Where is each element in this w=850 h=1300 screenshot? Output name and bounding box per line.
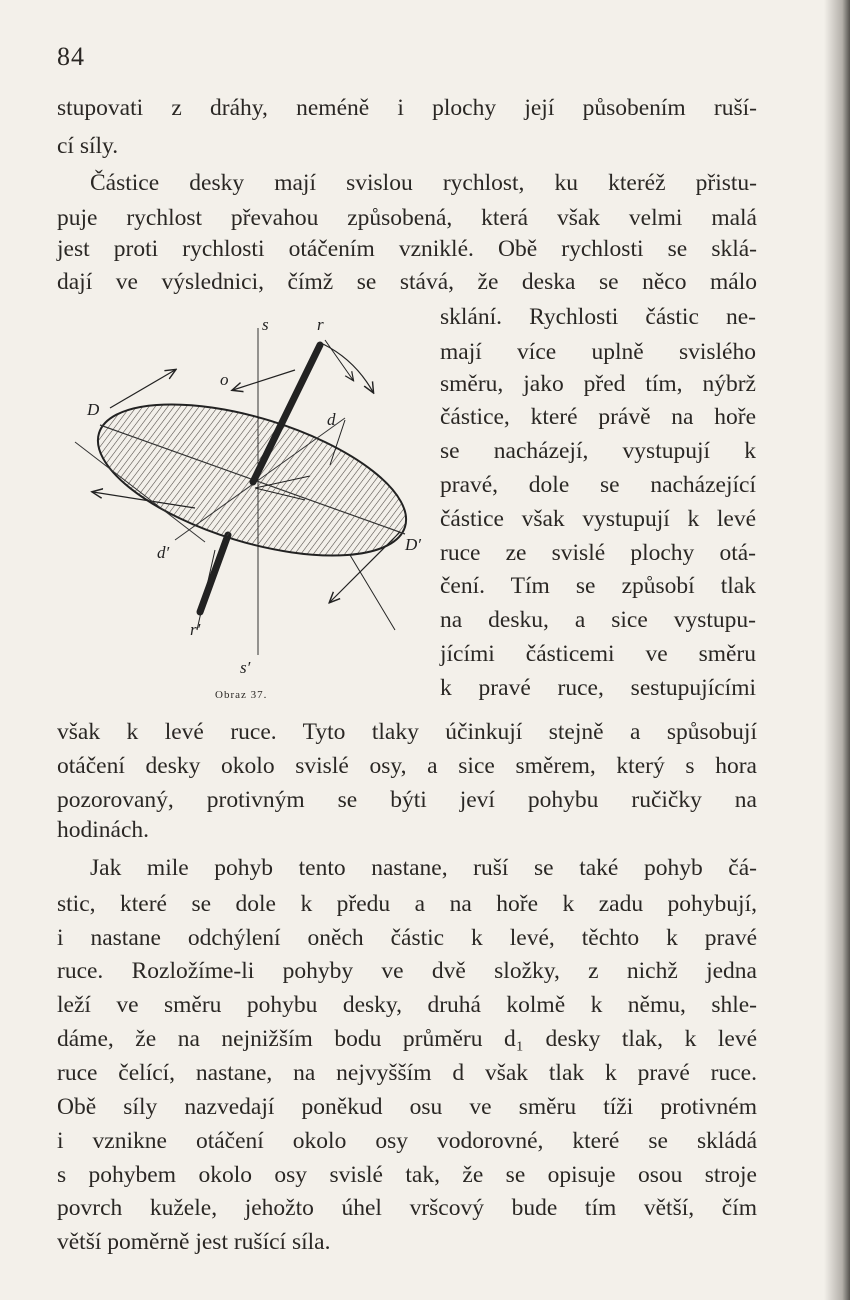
text-line: s pohybem okolo osy svislé tak, že se opisuje osou stroje: [57, 1162, 757, 1188]
figure-spinning-disc: [55, 300, 445, 690]
text-line: puje rychlost převahou způsobená, která však velmi malá: [57, 205, 757, 231]
text-line: i nastane odchýlení oněch částic k levé, těchto k pravé: [57, 925, 757, 951]
d1-leader: [197, 550, 215, 630]
rod-lower: [200, 535, 228, 612]
text-line: Jak mile pohyb tento nastane, ruší se také pohyb čá-: [90, 855, 757, 881]
text-line: ruce čelící, nastane, na nejvyšším d však tlak k pravé ruce.: [57, 1060, 757, 1086]
text-line: Částice desky mají svislou rychlost, ku kteréž přistu-: [90, 170, 757, 196]
text-line: sklání. Rychlosti částic ne-: [440, 304, 756, 330]
text-line: cí síly.: [57, 133, 119, 159]
right-leader: [350, 555, 395, 630]
label-s: s: [262, 315, 269, 334]
rotation-arrow-top: [323, 344, 373, 392]
arrow-top-left: [110, 370, 175, 408]
text-line: pravé, dole se nacházející: [440, 472, 756, 498]
label-d-prime: d′: [157, 543, 170, 562]
text-line: pozorovaný, protivným se býti jeví pohybu ručičky na: [57, 787, 757, 813]
label-D: D: [87, 400, 100, 419]
text-line: leží ve směru pohybu desky, druhá kolmě k němu, shle-: [57, 992, 757, 1018]
arrow-o: [233, 370, 295, 390]
text-line: větší poměrně jest rušící síla.: [57, 1229, 331, 1255]
text-line: mají více uplně svislého: [440, 339, 756, 365]
text-line: čení. Tím se způsobí tlak: [440, 573, 756, 599]
text-line: otáčení desky okolo svislé osy, a sice směrem, který s hora: [57, 753, 757, 779]
text-line: dáme, že na nejnižším bodu průměru d₁ desky tlak, k levé: [57, 1026, 757, 1052]
label-o: o: [220, 370, 229, 389]
text-line: jícími částicemi ve směru: [440, 641, 756, 667]
text-line: ruce. Rozložíme-li pohyby ve dvě složky, z nichž jedna: [57, 958, 757, 984]
text-line: směru, jako před tím, nýbrž: [440, 371, 756, 397]
text-line: jest proti rychlosti otáčením vzniklé. Obě rychlosti se sklá-: [57, 236, 757, 262]
figure-caption: Obraz 37.: [215, 689, 268, 701]
text-line: i vznikne otáčení okolo osy vodorovné, které se skládá: [57, 1128, 757, 1154]
text-line: k pravé ruce, sestupujícími: [440, 675, 756, 701]
text-line: však k levé ruce. Tyto tlaky účinkují stejně a spůsobují: [57, 719, 757, 745]
arrow-r: [325, 340, 353, 380]
label-s-prime: s′: [240, 658, 251, 677]
text-line: hodinách.: [57, 817, 150, 843]
text-line: Obě síly nazvedají poněkud osu ve směru tíži protivném: [57, 1094, 757, 1120]
label-r-prime: r′: [190, 620, 201, 639]
text-line: stic, které se dole k předu a na hoře k zadu pohybují,: [57, 891, 757, 917]
text-line: ruce ze svislé plochy otá-: [440, 540, 756, 566]
text-line: se nacházejí, vystupují k: [440, 438, 756, 464]
text-line: dají ve výslednici, čímž se stává, že deska se něco málo: [57, 269, 757, 295]
page-binding-shadow: [824, 0, 850, 1300]
label-d: d: [327, 410, 336, 429]
text-line: částice však vystupují k levé: [440, 506, 756, 532]
text-line: povrch kužele, jehožto úhel vršcový bude tím větší, čím: [57, 1195, 757, 1221]
label-r: r: [317, 315, 324, 334]
text-line: stupovati z dráhy, neméně i plochy její působením ruší-: [57, 95, 757, 121]
text-line: částice, které právě na hoře: [440, 404, 756, 430]
page-number: 84: [57, 42, 85, 71]
label-D-prime: D′: [405, 535, 421, 554]
text-line: na desku, a sice vystupu-: [440, 607, 756, 633]
